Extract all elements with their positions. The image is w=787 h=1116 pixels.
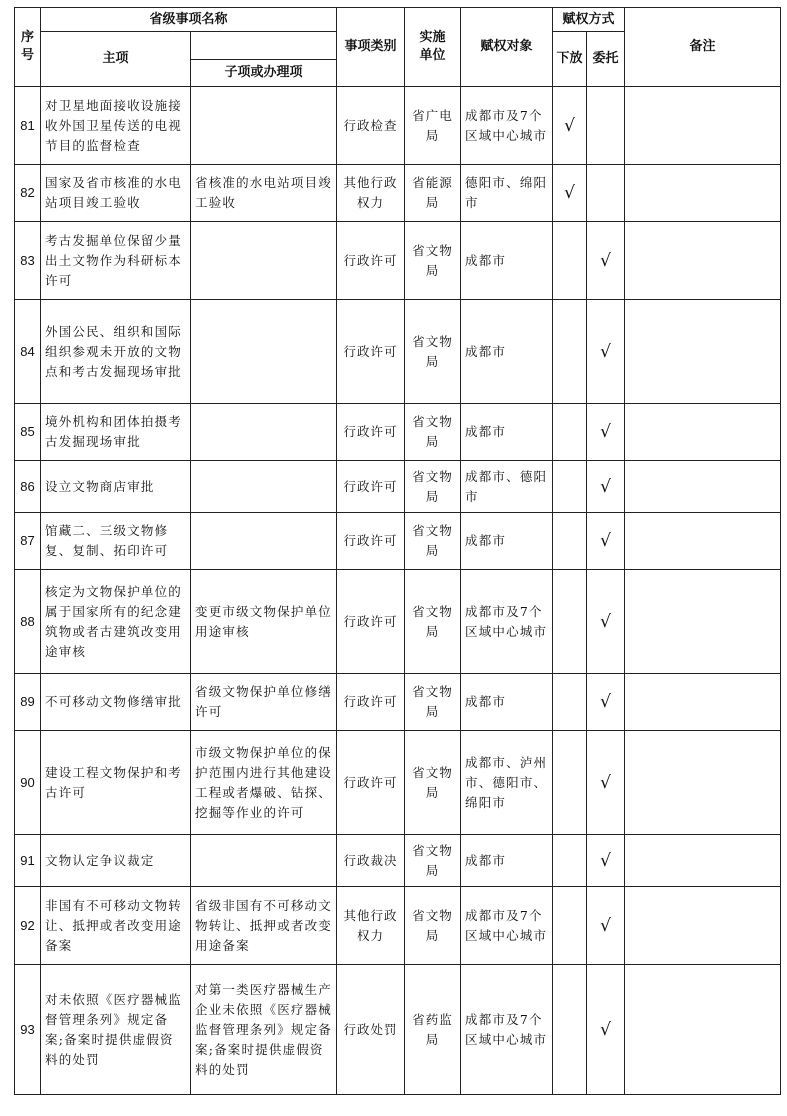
row-main-item: 国家及省市核准的水电站项目竣工验收: [41, 165, 191, 222]
row-unit: 省广电局: [405, 87, 461, 165]
row-remark: [625, 965, 781, 1095]
row-sub-item: [191, 87, 337, 165]
row-delegate-mark: [553, 404, 587, 461]
row-category: 行政许可: [337, 222, 405, 300]
row-target: 成都市、泸州市、德阳市、绵阳市: [461, 731, 553, 835]
table-row: [15, 404, 781, 461]
row-sub-item: [191, 835, 337, 887]
header-delegate: 下放: [553, 32, 587, 87]
row-delegate-mark: [553, 835, 587, 887]
row-unit: 省文物局: [405, 513, 461, 570]
row-target: 成都市: [461, 222, 553, 300]
header-target: 赋权对象: [461, 8, 553, 87]
row-target: 成都市: [461, 404, 553, 461]
row-entrust-mark: √: [587, 965, 625, 1095]
table-body: [15, 87, 781, 1095]
row-entrust-mark: √: [587, 731, 625, 835]
row-target: 成都市及7个区域中心城市: [461, 965, 553, 1095]
row-target: 成都市: [461, 300, 553, 404]
row-unit: 省药监局: [405, 965, 461, 1095]
row-main-item: 考古发掘单位保留少量出土文物作为科研标本许可: [41, 222, 191, 300]
row-seq: 90: [15, 731, 41, 835]
row-category: 行政许可: [337, 404, 405, 461]
row-seq: 84: [15, 300, 41, 404]
row-unit: 省文物局: [405, 461, 461, 513]
row-delegate-mark: [553, 674, 587, 731]
header-entrust: 委托: [587, 32, 625, 87]
row-delegate-mark: [553, 222, 587, 300]
row-category: 行政许可: [337, 513, 405, 570]
row-delegate-mark: [553, 731, 587, 835]
row-target: 成都市: [461, 835, 553, 887]
row-main-item: 核定为文物保护单位的属于国家所有的纪念建筑物或者古建筑改变用途审核: [41, 570, 191, 674]
row-sub-item: [191, 513, 337, 570]
row-entrust-mark: √: [587, 835, 625, 887]
row-main-item: 文物认定争议裁定: [41, 835, 191, 887]
row-remark: [625, 300, 781, 404]
row-sub-item: 变更市级文物保护单位用途审核: [191, 570, 337, 674]
row-sub-item: [191, 461, 337, 513]
delegation-table: [14, 7, 781, 1095]
row-category: 行政许可: [337, 731, 405, 835]
row-unit: 省文物局: [405, 300, 461, 404]
row-seq: 89: [15, 674, 41, 731]
row-main-item: 设立文物商店审批: [41, 461, 191, 513]
row-remark: [625, 835, 781, 887]
header-main-item: 主项: [41, 32, 191, 87]
row-delegate-mark: [553, 965, 587, 1095]
row-target: 成都市: [461, 674, 553, 731]
row-remark: [625, 87, 781, 165]
row-sub-item: 省级文物保护单位修缮许可: [191, 674, 337, 731]
table-row: [15, 965, 781, 1095]
row-entrust-mark: √: [587, 513, 625, 570]
row-main-item: 对卫星地面接收设施接收外国卫星传送的电视节目的监督检查: [41, 87, 191, 165]
row-category: 行政许可: [337, 570, 405, 674]
row-remark: [625, 513, 781, 570]
row-seq: 82: [15, 165, 41, 222]
row-remark: [625, 165, 781, 222]
row-category: 其他行政权力: [337, 887, 405, 965]
table-row: [15, 731, 781, 835]
row-sub-item: 市级文物保护单位的保护范围内进行其他建设工程或者爆破、钻探、挖掘等作业的许可: [191, 731, 337, 835]
row-sub-item: 省核准的水电站项目竣工验收: [191, 165, 337, 222]
row-target: 成都市、德阳市: [461, 461, 553, 513]
row-category: 行政处罚: [337, 965, 405, 1095]
row-target: 成都市及7个区域中心城市: [461, 570, 553, 674]
row-delegate-mark: √: [553, 165, 587, 222]
row-sub-item: [191, 222, 337, 300]
row-entrust-mark: √: [587, 674, 625, 731]
header-remark: 备注: [625, 8, 781, 87]
row-seq: 86: [15, 461, 41, 513]
table-row: [15, 461, 781, 513]
row-seq: 81: [15, 87, 41, 165]
header-sub-spacer: [191, 32, 337, 60]
row-category: 行政裁决: [337, 835, 405, 887]
row-seq: 88: [15, 570, 41, 674]
row-entrust-mark: √: [587, 222, 625, 300]
row-main-item: 对未依照《医疗器械监督管理条列》规定备案;备案时提供虚假资料的处罚: [41, 965, 191, 1095]
row-category: 其他行政权力: [337, 165, 405, 222]
row-seq: 92: [15, 887, 41, 965]
row-delegate-mark: [553, 300, 587, 404]
row-unit: 省文物局: [405, 835, 461, 887]
row-main-item: 建设工程文物保护和考古许可: [41, 731, 191, 835]
row-category: 行政检查: [337, 87, 405, 165]
table-row: [15, 165, 781, 222]
row-sub-item: [191, 404, 337, 461]
table-row: [15, 513, 781, 570]
row-target: 成都市及7个区域中心城市: [461, 87, 553, 165]
table-row: [15, 835, 781, 887]
row-target: 德阳市、绵阳市: [461, 165, 553, 222]
row-delegate-mark: [553, 461, 587, 513]
row-category: 行政许可: [337, 300, 405, 404]
row-entrust-mark: √: [587, 404, 625, 461]
row-main-item: 不可移动文物修缮审批: [41, 674, 191, 731]
row-sub-item: [191, 300, 337, 404]
row-category: 行政许可: [337, 461, 405, 513]
table-row: [15, 300, 781, 404]
table-header: [15, 8, 781, 87]
header-seq: 序 号: [15, 8, 41, 87]
table-row: [15, 570, 781, 674]
row-seq: 93: [15, 965, 41, 1095]
row-entrust-mark: √: [587, 300, 625, 404]
row-remark: [625, 731, 781, 835]
row-unit: 省文物局: [405, 404, 461, 461]
table-row: [15, 87, 781, 165]
row-target: 成都市及7个区域中心城市: [461, 887, 553, 965]
row-entrust-mark: √: [587, 887, 625, 965]
row-entrust-mark: [587, 165, 625, 222]
row-delegate-mark: [553, 513, 587, 570]
row-remark: [625, 461, 781, 513]
row-seq: 91: [15, 835, 41, 887]
row-delegate-mark: √: [553, 87, 587, 165]
row-remark: [625, 674, 781, 731]
row-sub-item: 对第一类医疗器械生产企业未依照《医疗器械监督管理条列》规定备案;备案时提供虚假资料的处罚: [191, 965, 337, 1095]
row-unit: 省文物局: [405, 731, 461, 835]
header-item-name-group: 省级事项名称: [41, 8, 337, 32]
table-row: [15, 887, 781, 965]
row-entrust-mark: √: [587, 570, 625, 674]
row-entrust-mark: √: [587, 461, 625, 513]
row-remark: [625, 570, 781, 674]
row-seq: 85: [15, 404, 41, 461]
row-main-item: 非国有不可移动文物转让、抵押或者改变用途备案: [41, 887, 191, 965]
row-unit: 省文物局: [405, 887, 461, 965]
row-delegate-mark: [553, 887, 587, 965]
document-page: [14, 7, 780, 1095]
row-seq: 87: [15, 513, 41, 570]
header-mode-group: 赋权方式: [553, 8, 625, 32]
row-delegate-mark: [553, 570, 587, 674]
table-row: [15, 222, 781, 300]
row-main-item: 馆藏二、三级文物修复、复制、拓印许可: [41, 513, 191, 570]
header-category: 事项类别: [337, 8, 405, 87]
row-remark: [625, 887, 781, 965]
row-unit: 省文物局: [405, 222, 461, 300]
row-entrust-mark: [587, 87, 625, 165]
row-seq: 83: [15, 222, 41, 300]
header-sub-item: 子项或办理项: [191, 60, 337, 87]
row-unit: 省文物局: [405, 570, 461, 674]
row-unit: 省文物局: [405, 674, 461, 731]
table-row: [15, 674, 781, 731]
row-sub-item: 省级非国有不可移动文物转让、抵押或者改变用途备案: [191, 887, 337, 965]
row-main-item: 外国公民、组织和国际组织参观未开放的文物点和考古发掘现场审批: [41, 300, 191, 404]
row-remark: [625, 222, 781, 300]
row-unit: 省能源局: [405, 165, 461, 222]
row-target: 成都市: [461, 513, 553, 570]
header-unit: 实施 单位: [405, 8, 461, 87]
row-category: 行政许可: [337, 674, 405, 731]
row-main-item: 境外机构和团体拍摄考古发掘现场审批: [41, 404, 191, 461]
row-remark: [625, 404, 781, 461]
